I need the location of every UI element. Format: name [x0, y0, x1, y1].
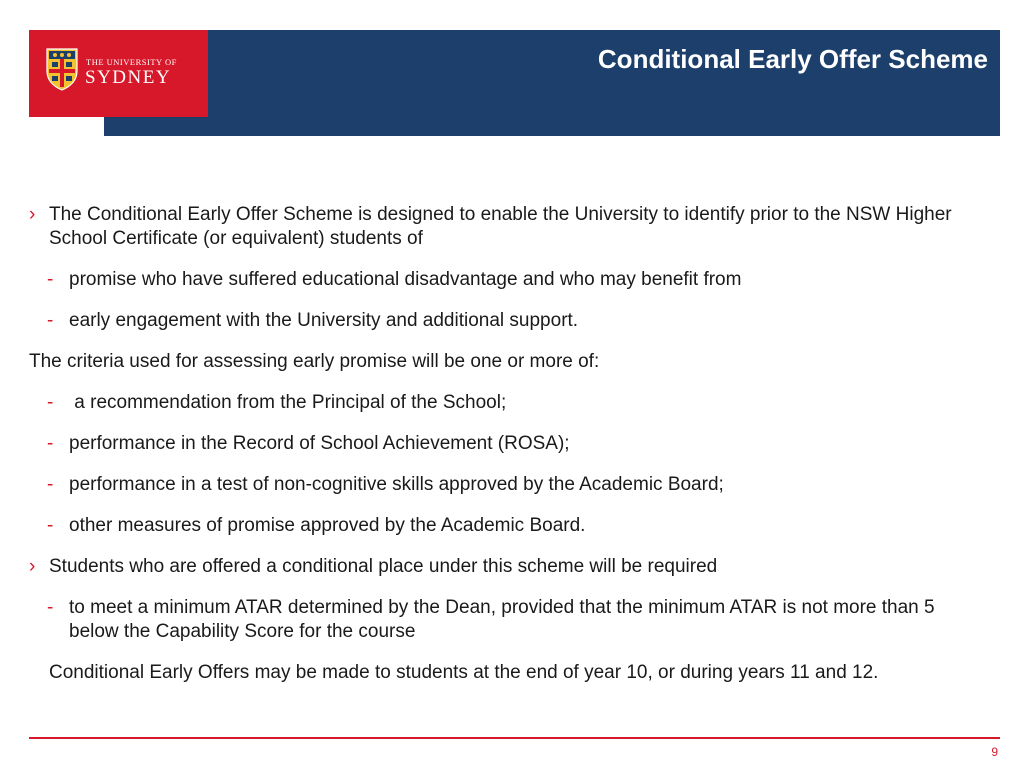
bullet-paragraph	[29, 203, 989, 251]
sub-bullet	[29, 268, 989, 292]
sub-bullet-text: performance in a test of non-cognitive skills approved by the Academic Board;	[69, 474, 724, 495]
page-number: 9	[991, 745, 998, 759]
bullet-marker: ›	[29, 556, 36, 577]
logo-line-university-of: THE UNIVERSITY OF	[86, 57, 177, 67]
university-crest-icon	[45, 47, 79, 91]
bullet-text: Students who are offered a conditional place under this scheme will be required	[49, 556, 718, 577]
bullet-marker: ›	[29, 204, 36, 225]
sub-bullet-text: performance in the Record of School Achievement (ROSA);	[69, 433, 570, 454]
paragraph-text: The criteria used for assessing early promise will be one or more of:	[29, 351, 600, 372]
sub-bullet	[29, 514, 989, 538]
sub-bullet-text: to meet a minimum ATAR determined by the Dean, provided that the minimum ATAR is not more than 5 below the Capability Score for the course	[69, 597, 935, 642]
sub-bullet-text: other measures of promise approved by the Academic Board.	[69, 515, 586, 536]
dash-marker: -	[47, 433, 54, 454]
sub-bullet	[29, 432, 989, 456]
dash-marker: -	[47, 269, 54, 290]
sub-bullet	[29, 473, 989, 497]
sub-bullet-text: promise who have suffered educational disadvantage and who may benefit from	[69, 269, 742, 290]
bullet-text: The Conditional Early Offer Scheme is designed to enable the University to identify prior to the NSW Higher School Certificate (or equivalent) students of	[49, 204, 952, 249]
sub-bullet-text: early engagement with the University and additional support.	[69, 310, 579, 331]
indented-paragraph	[29, 661, 989, 685]
logo-line-sydney: SYDNEY	[85, 67, 172, 88]
dash-marker: -	[47, 474, 54, 495]
dash-marker: -	[47, 392, 54, 413]
sub-bullet	[29, 596, 989, 644]
paragraph-text: Conditional Early Offers may be made to students at the end of year 10, or during years 11 and 12.	[49, 662, 879, 683]
university-logo	[29, 30, 208, 117]
bullet-paragraph	[29, 555, 989, 579]
sub-bullet	[29, 391, 989, 415]
dash-marker: -	[47, 597, 54, 618]
plain-paragraph	[29, 350, 989, 374]
sub-bullet-text: a recommendation from the Principal of the School;	[69, 392, 507, 413]
footer-divider	[29, 737, 1000, 739]
dash-marker: -	[47, 310, 54, 331]
slide-body	[29, 203, 989, 702]
dash-marker: -	[47, 515, 54, 536]
slide-title: Conditional Early Offer Scheme	[597, 44, 988, 74]
sub-bullet	[29, 309, 989, 333]
